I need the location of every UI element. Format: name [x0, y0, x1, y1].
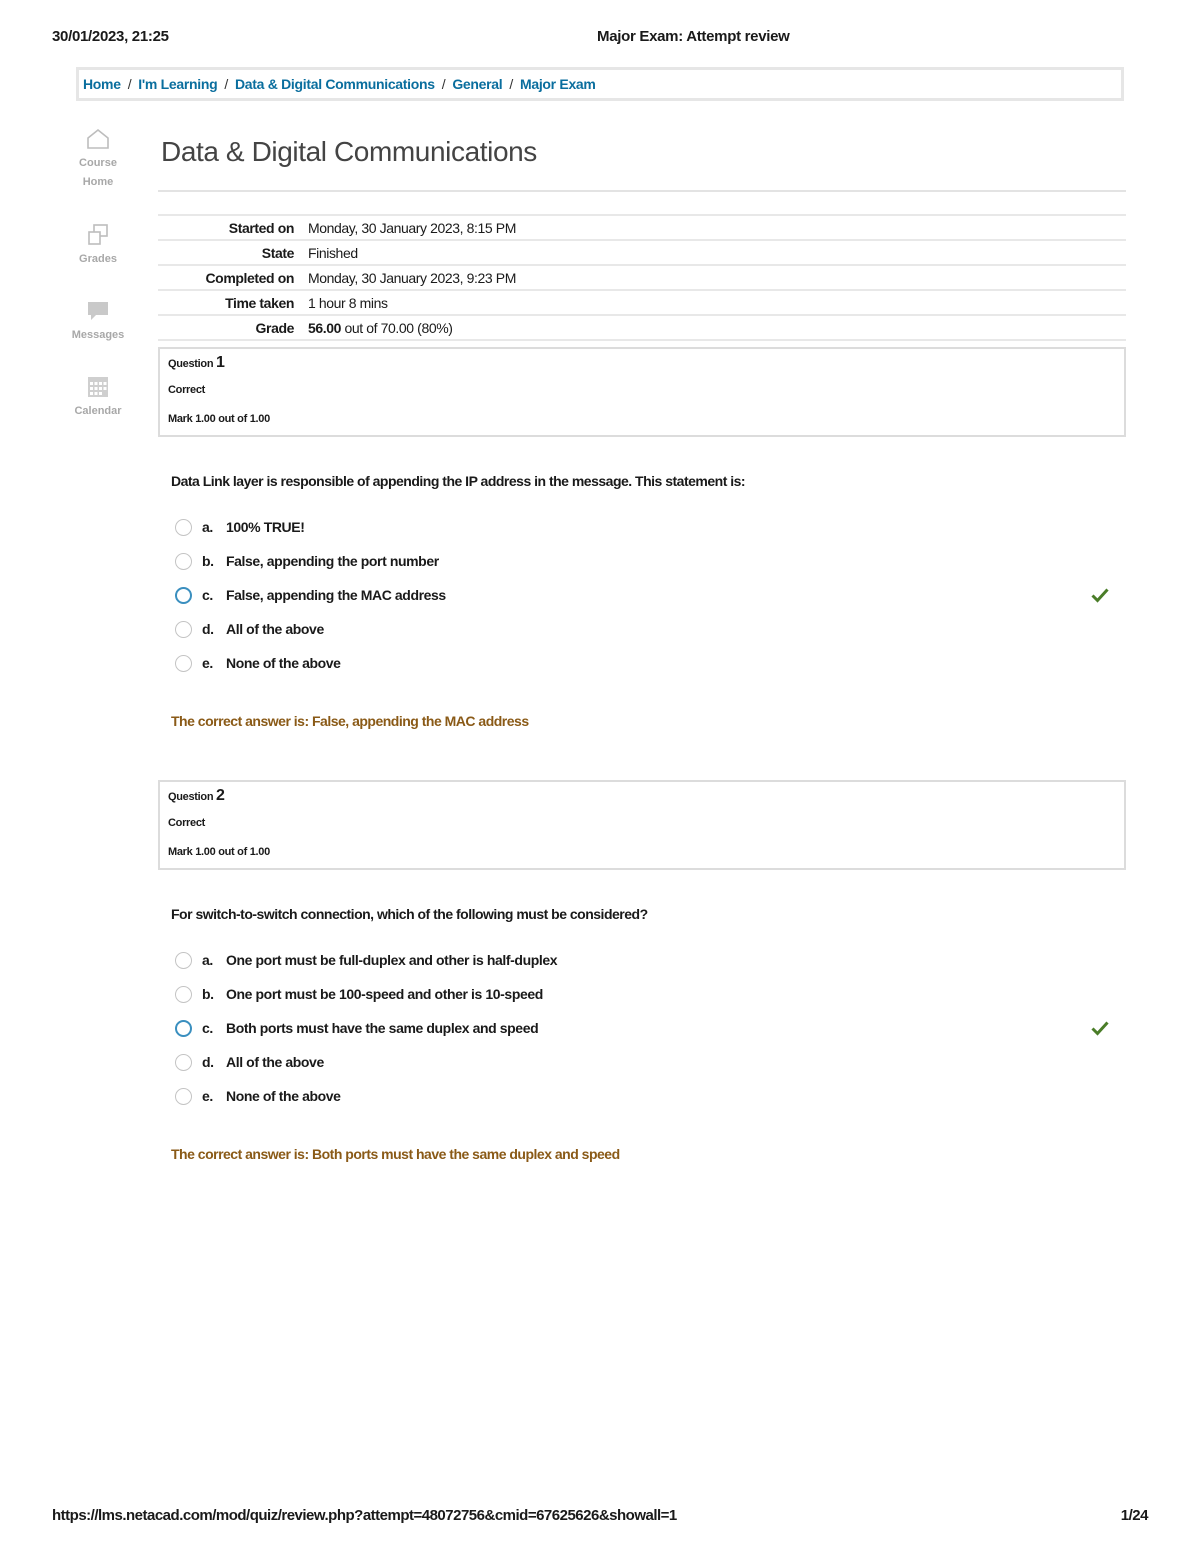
- question-number: [168, 354, 225, 372]
- summary-label: Grade: [255, 319, 294, 336]
- question-number: [168, 787, 225, 805]
- radio-button-selected[interactable]: [175, 1020, 192, 1037]
- breadcrumb-home[interactable]: Home: [83, 76, 121, 92]
- answer-letter: b.: [202, 553, 214, 569]
- summary-row-grade: [158, 314, 1126, 339]
- question-mark: Mark 1.00 out of 1.00: [168, 413, 270, 425]
- answer-option-selected[interactable]: [175, 1011, 1115, 1045]
- breadcrumb-separator: /: [509, 76, 513, 92]
- print-date: 30/01/2023, 21:25: [52, 28, 169, 45]
- answer-text: One port must be 100-speed and other is 10-speed: [226, 986, 543, 1002]
- breadcrumb-major-exam[interactable]: Major Exam: [519, 76, 596, 92]
- answer-letter: e.: [202, 655, 213, 671]
- print-header: [52, 28, 1148, 48]
- summary-label: State: [261, 244, 294, 261]
- page-number: 1/24: [1120, 1507, 1148, 1524]
- nav-label: Course Home: [79, 157, 117, 188]
- breadcrumb-im-learning[interactable]: I'm Learning: [138, 76, 218, 92]
- answer-text: None of the above: [226, 655, 341, 671]
- home-icon: [85, 126, 111, 152]
- answer-text: One port must be full-duplex and other is half-duplex: [226, 952, 558, 968]
- title-divider: [158, 190, 1126, 192]
- question-2-feedback: The correct answer is: Both ports must have the same duplex and speed: [171, 1146, 620, 1162]
- summary-row-time: [158, 289, 1126, 314]
- grades-icon: [85, 222, 111, 248]
- nav-grades[interactable]: [62, 222, 134, 298]
- summary-value: 1 hour 8 mins: [308, 294, 388, 311]
- question-2-info: [158, 780, 1126, 870]
- answer-letter: a.: [202, 519, 213, 535]
- question-state: Correct: [168, 384, 206, 396]
- radio-button[interactable]: [175, 519, 192, 536]
- radio-button[interactable]: [175, 621, 192, 638]
- breadcrumb-general[interactable]: General: [452, 76, 503, 92]
- summary-value: Monday, 30 January 2023, 9:23 PM: [308, 269, 516, 286]
- summary-row-started: [158, 214, 1126, 239]
- answer-option[interactable]: [175, 612, 1115, 646]
- answer-text: All of the above: [226, 1054, 324, 1070]
- summary-row-state: [158, 239, 1126, 264]
- question-1-text: Data Link layer is responsible of appending the IP address in the message. This statement is:: [171, 473, 746, 489]
- print-page-title: Major Exam: Attempt review: [597, 28, 790, 45]
- summary-label: Time taken: [225, 294, 294, 311]
- answer-letter: e.: [202, 1088, 213, 1104]
- answer-option[interactable]: [175, 544, 1115, 578]
- answer-option[interactable]: [175, 943, 1115, 977]
- breadcrumb-course[interactable]: Data & Digital Communications: [234, 76, 435, 92]
- nav-calendar[interactable]: [62, 374, 134, 450]
- side-navigation: [62, 126, 134, 450]
- summary-value: [308, 320, 453, 336]
- answer-text: False, appending the MAC address: [226, 587, 446, 603]
- answer-option[interactable]: [175, 977, 1115, 1011]
- question-1-feedback: The correct answer is: False, appending the MAC address: [171, 713, 529, 729]
- question-2-answers: [175, 943, 1115, 1113]
- page-url: https://lms.netacad.com/mod/quiz/review.php?attempt=48072756&cmid=67625626&showall=1: [52, 1507, 677, 1524]
- answer-letter: b.: [202, 986, 214, 1002]
- answer-text: False, appending the port number: [226, 553, 439, 569]
- calendar-icon: [85, 374, 111, 400]
- answer-option[interactable]: [175, 510, 1115, 544]
- answer-option[interactable]: [175, 1045, 1115, 1079]
- summary-end-rule: [158, 339, 1126, 341]
- nav-label: Grades: [79, 253, 117, 265]
- answer-option[interactable]: [175, 1079, 1115, 1113]
- question-number-value: 1: [216, 354, 225, 371]
- question-1-answers: [175, 510, 1115, 680]
- radio-button[interactable]: [175, 986, 192, 1003]
- summary-row-completed: [158, 264, 1126, 289]
- answer-letter: d.: [202, 1054, 214, 1070]
- answer-option[interactable]: [175, 646, 1115, 680]
- messages-icon: [85, 298, 111, 324]
- question-label: Question: [168, 791, 214, 803]
- attempt-summary: [158, 214, 1126, 341]
- summary-label: Started on: [228, 219, 294, 236]
- nav-messages[interactable]: [62, 298, 134, 374]
- answer-text: Both ports must have the same duplex and speed: [226, 1020, 539, 1036]
- nav-label: Messages: [71, 329, 125, 341]
- question-state: Correct: [168, 817, 206, 829]
- answer-text: 100% TRUE!: [226, 519, 305, 535]
- checkmark-icon: [1091, 586, 1109, 604]
- radio-button[interactable]: [175, 655, 192, 672]
- answer-option-selected[interactable]: [175, 578, 1115, 612]
- breadcrumb-separator: /: [127, 76, 132, 92]
- radio-button[interactable]: [175, 553, 192, 570]
- grade-rest: out of 70.00 (80%): [341, 319, 453, 336]
- summary-value: Monday, 30 January 2023, 8:15 PM: [308, 219, 516, 236]
- question-mark: Mark 1.00 out of 1.00: [168, 846, 270, 858]
- breadcrumb-separator: /: [224, 76, 228, 92]
- question-label: Question: [168, 358, 214, 370]
- course-title: Data & Digital Communications: [161, 136, 537, 167]
- grade-score: 56.00: [308, 319, 342, 336]
- breadcrumb: [76, 67, 1124, 101]
- breadcrumb-separator: /: [441, 76, 446, 92]
- nav-course-home[interactable]: [62, 126, 134, 202]
- checkmark-icon: [1091, 1019, 1109, 1037]
- radio-button[interactable]: [175, 1088, 192, 1105]
- question-number-value: 2: [216, 787, 225, 804]
- answer-text: None of the above: [226, 1088, 341, 1104]
- question-2-text: For switch-to-switch connection, which of the following must be considered?: [171, 906, 648, 922]
- answer-letter: a.: [202, 952, 213, 968]
- question-1-info: [158, 347, 1126, 437]
- summary-label: Completed on: [205, 269, 294, 286]
- answer-letter: d.: [202, 621, 214, 637]
- radio-button[interactable]: [175, 952, 192, 969]
- answer-letter: c.: [202, 587, 213, 603]
- answer-letter: c.: [202, 1020, 213, 1036]
- answer-text: All of the above: [226, 621, 324, 637]
- radio-button-selected[interactable]: [175, 587, 192, 604]
- radio-button[interactable]: [175, 1054, 192, 1071]
- nav-label: Calendar: [74, 405, 122, 417]
- summary-value: Finished: [308, 244, 358, 261]
